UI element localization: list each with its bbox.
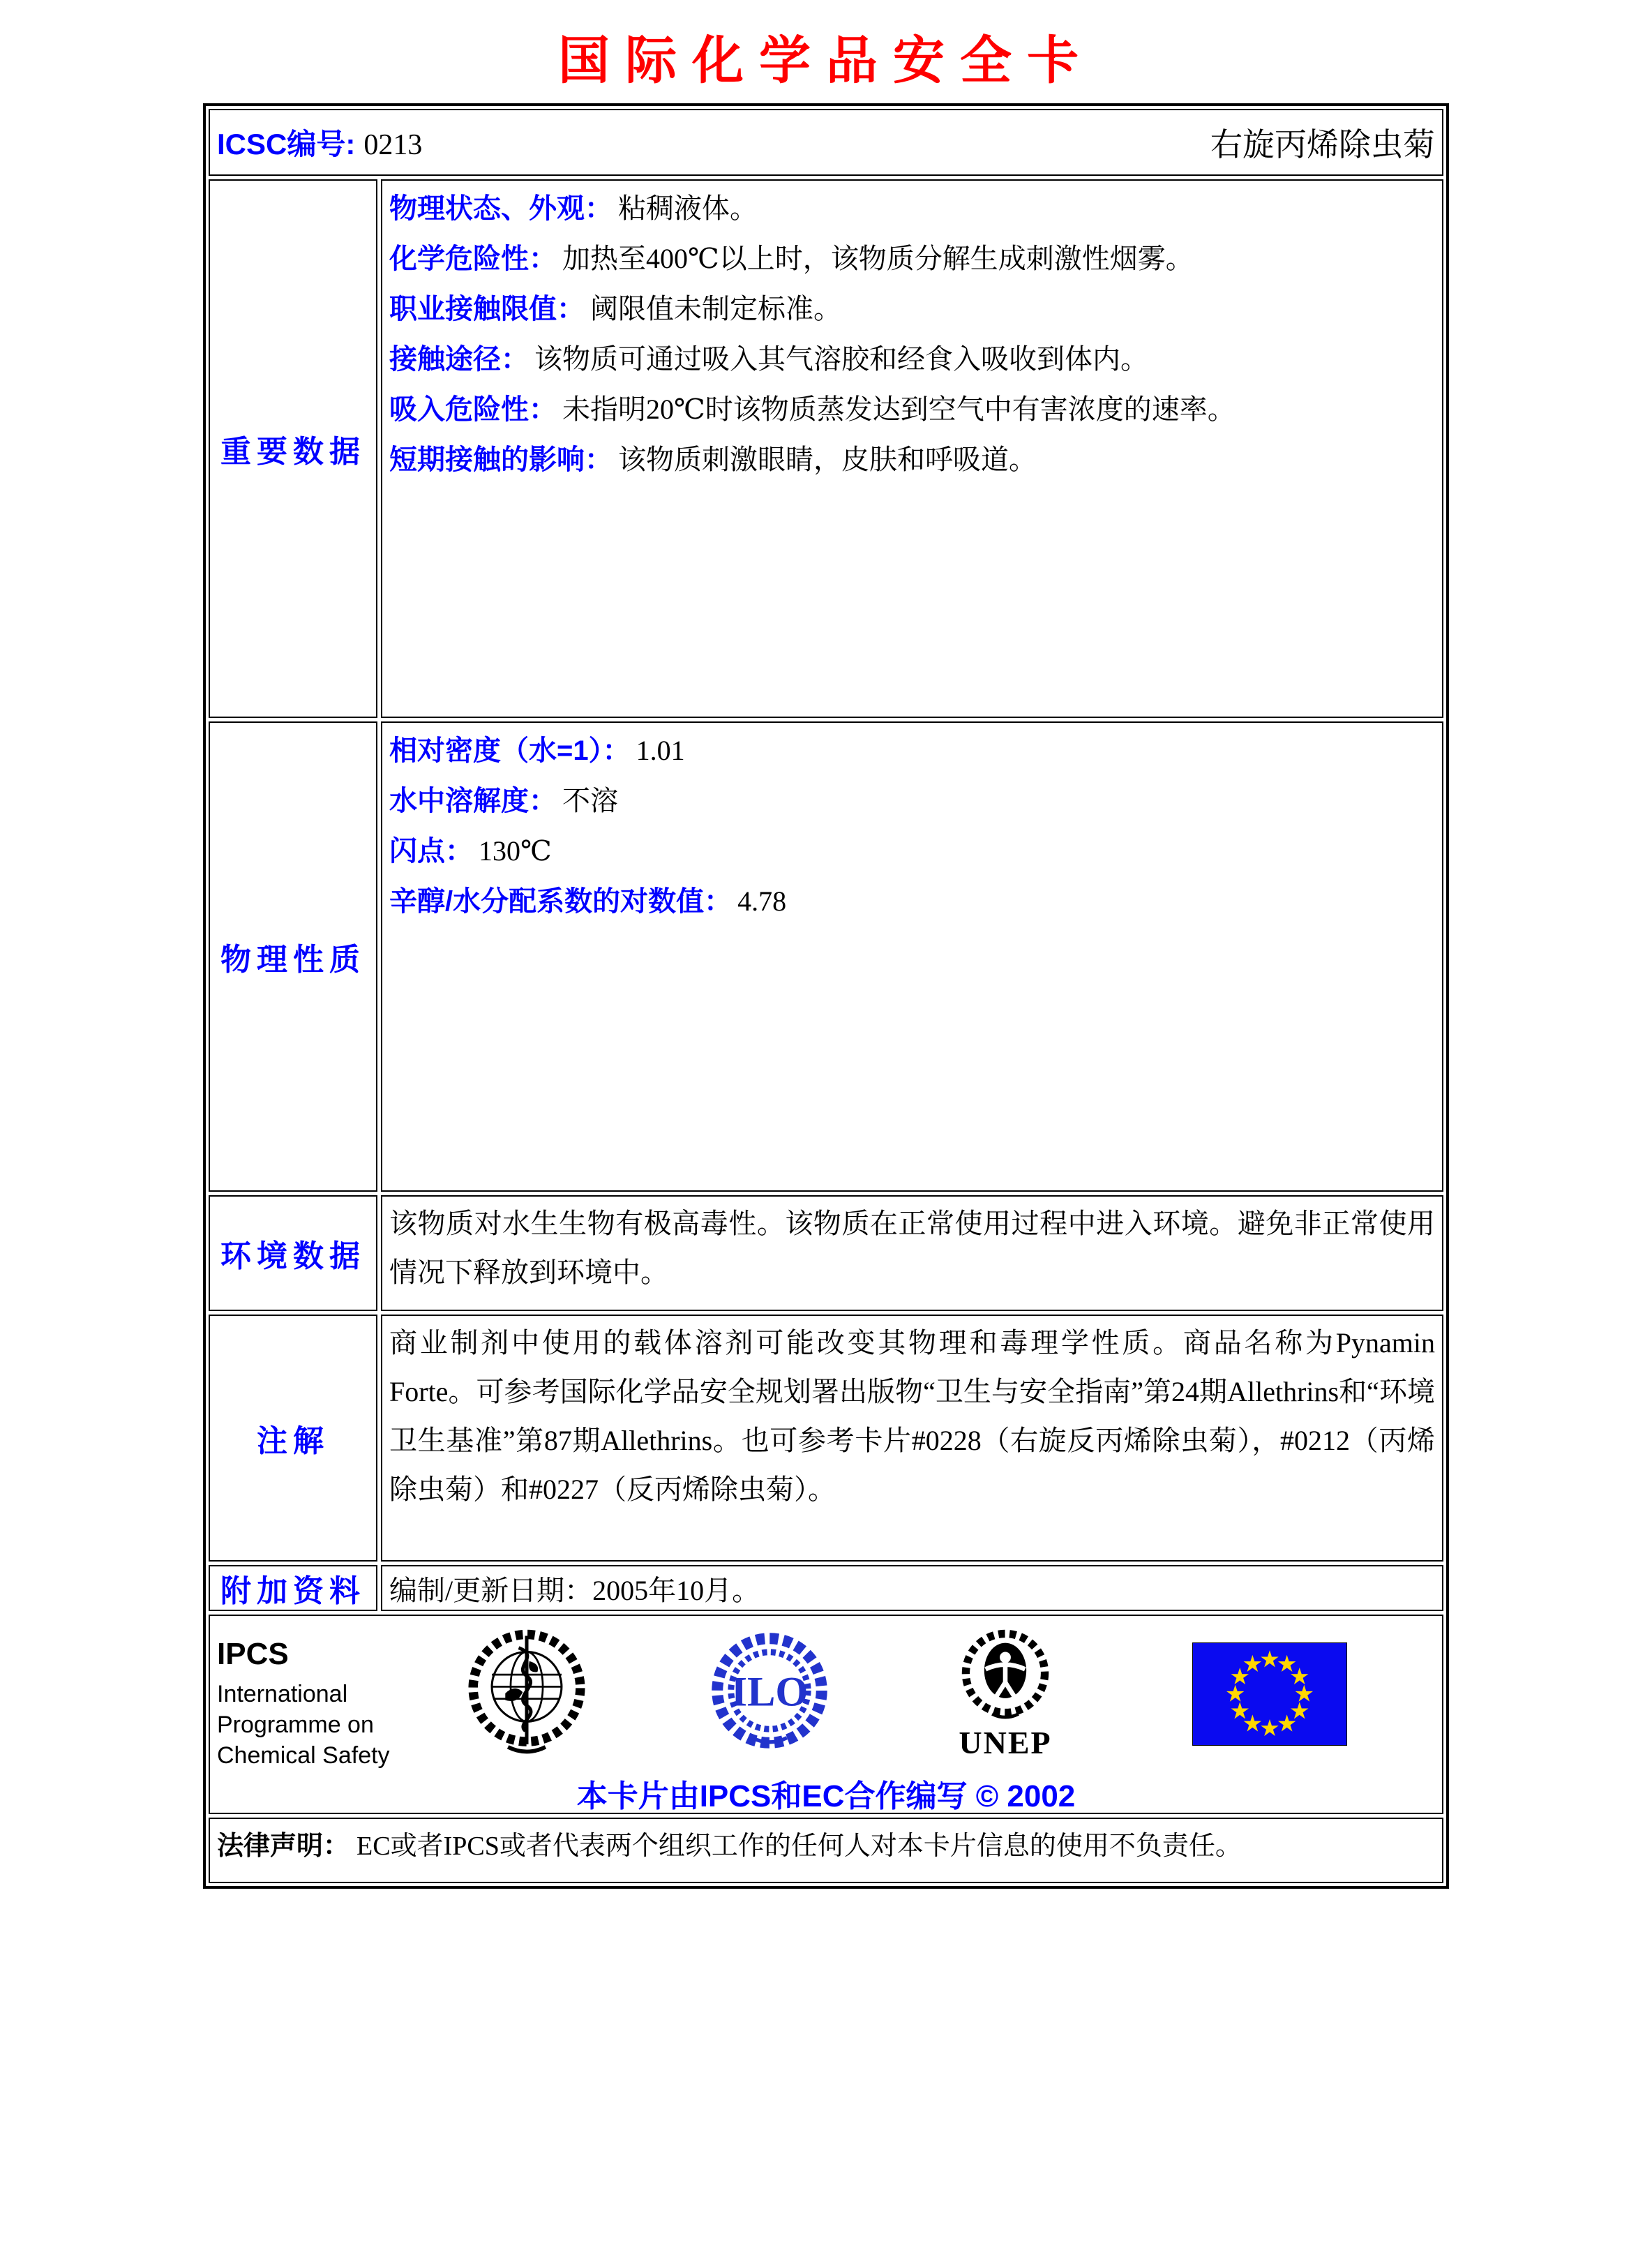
field-value: 未指明20℃时该物质蒸发达到空气中有害浓度的速率。 bbox=[562, 394, 1236, 425]
important-line-4 bbox=[389, 384, 1435, 435]
physical-properties-section-label: 物理性质 bbox=[209, 721, 377, 1192]
ipcs-line: International bbox=[217, 1681, 348, 1707]
additional-info-row bbox=[209, 1565, 1443, 1611]
field-value: 阈限值未制定标准。 bbox=[590, 293, 841, 324]
icsc-card bbox=[203, 103, 1449, 1889]
ipcs-line: Chemical Safety bbox=[217, 1742, 390, 1769]
legal-label: 法律声明： bbox=[217, 1832, 350, 1861]
icsc-number-value: 0213 bbox=[363, 129, 423, 161]
field-value: 粘稠液体。 bbox=[618, 193, 758, 224]
field-label: 闪点： bbox=[389, 836, 473, 867]
additional-info-content bbox=[381, 1565, 1443, 1611]
additional-info-text: 编制/更新日期：2005年10月。 bbox=[389, 1574, 760, 1606]
ipcs-block bbox=[217, 1637, 390, 1771]
notes-content bbox=[381, 1315, 1443, 1562]
legal-cell bbox=[209, 1818, 1443, 1883]
physical-line-1 bbox=[389, 776, 1435, 826]
environmental-data-section-label: 环境数据 bbox=[209, 1195, 377, 1311]
header-row bbox=[209, 109, 1443, 176]
unep-logo-icon bbox=[939, 1627, 1072, 1719]
svg-text:ILO: ILO bbox=[730, 1668, 809, 1716]
notes-section-label: 注解 bbox=[209, 1315, 377, 1562]
important-line-5 bbox=[389, 435, 1435, 485]
field-value: 130℃ bbox=[479, 835, 552, 867]
field-label: 接触途径： bbox=[389, 344, 529, 375]
logos-row bbox=[209, 1615, 1443, 1814]
important-line-3 bbox=[389, 334, 1435, 384]
important-line-1 bbox=[389, 234, 1435, 284]
ipcs-line: Programme on bbox=[217, 1712, 374, 1738]
additional-info-section-label: 附加资料 bbox=[209, 1565, 377, 1611]
important-data-content bbox=[381, 179, 1443, 718]
field-label: 化学危险性： bbox=[389, 244, 557, 274]
icsc-number-group bbox=[217, 121, 422, 163]
field-value: 该物质刺激眼睛，皮肤和呼吸道。 bbox=[618, 444, 1037, 475]
logos-cell bbox=[209, 1615, 1443, 1814]
field-value: 不溶 bbox=[562, 785, 618, 816]
field-value: 1.01 bbox=[636, 735, 685, 766]
field-value: 该物质可通过吸入其气溶胶和经食入吸收到体内。 bbox=[534, 343, 1148, 375]
field-label: 短期接触的影响： bbox=[389, 444, 613, 475]
unep-caption: UNEP bbox=[959, 1725, 1052, 1760]
important-line-2 bbox=[389, 284, 1435, 334]
notes-row bbox=[209, 1315, 1443, 1562]
legal-row bbox=[209, 1818, 1443, 1883]
field-label: 吸入危险性： bbox=[389, 394, 557, 425]
environmental-data-content bbox=[381, 1195, 1443, 1311]
environmental-data-row bbox=[209, 1195, 1443, 1311]
physical-line-3 bbox=[389, 876, 1435, 927]
field-label: 辛醇/水分配系数的对数值： bbox=[389, 886, 733, 917]
field-value: 加热至400℃以上时，该物质分解生成刺激性烟雾。 bbox=[562, 243, 1194, 274]
chemical-name: 右旋丙烯除虫菊 bbox=[1210, 127, 1435, 163]
field-label: 物理状态、外观： bbox=[389, 193, 613, 224]
ipcs-title: IPCS bbox=[217, 1637, 289, 1671]
credit-line: 本卡片由IPCS和EC合作编写 © 2002 bbox=[576, 1779, 1076, 1813]
physical-line-0 bbox=[389, 726, 1435, 776]
icsc-number-label: ICSC编号: bbox=[217, 128, 356, 160]
field-label: 水中溶解度： bbox=[389, 786, 557, 816]
physical-properties-row bbox=[209, 721, 1443, 1192]
field-label: 相对密度（水=1）： bbox=[389, 735, 631, 766]
eu-flag-icon bbox=[1192, 1642, 1347, 1746]
field-label: 职业接触限值： bbox=[389, 294, 585, 324]
notes-text: 商业制剂中使用的载体溶剂可能改变其物理和毒理学性质。商品名称为Pynamin Forte。可参考国际化学品安全规划署出版物“卫生与安全指南”第24期Allethrins和“环境卫生基准”第87期Allethrins。也可参考卡片#0228（右旋反丙烯除虫菊），#0212（丙烯除虫菊）和#0227（反丙烯除虫菊）。 bbox=[389, 1327, 1435, 1505]
physical-line-2 bbox=[389, 826, 1435, 876]
header-cell bbox=[209, 109, 1443, 176]
important-data-section-label: 重要数据 bbox=[209, 179, 377, 718]
who-logo-icon bbox=[460, 1626, 594, 1761]
unep-block bbox=[936, 1627, 1075, 1761]
important-data-row bbox=[209, 179, 1443, 718]
legal-text: EC或者IPCS或者代表两个组织工作的任何人对本卡片信息的使用不负责任。 bbox=[356, 1832, 1242, 1861]
important-line-0 bbox=[389, 184, 1435, 234]
ilo-logo-icon bbox=[707, 1629, 832, 1753]
environmental-data-text: 该物质对水生生物有极高毒性。该物质在正常使用过程中进入环境。避免非正常使用情况下释放到环境中。 bbox=[389, 1208, 1435, 1288]
page-title: 国际化学品安全卡 bbox=[558, 33, 1094, 90]
physical-properties-content bbox=[381, 721, 1443, 1192]
field-value: 4.78 bbox=[737, 885, 787, 917]
